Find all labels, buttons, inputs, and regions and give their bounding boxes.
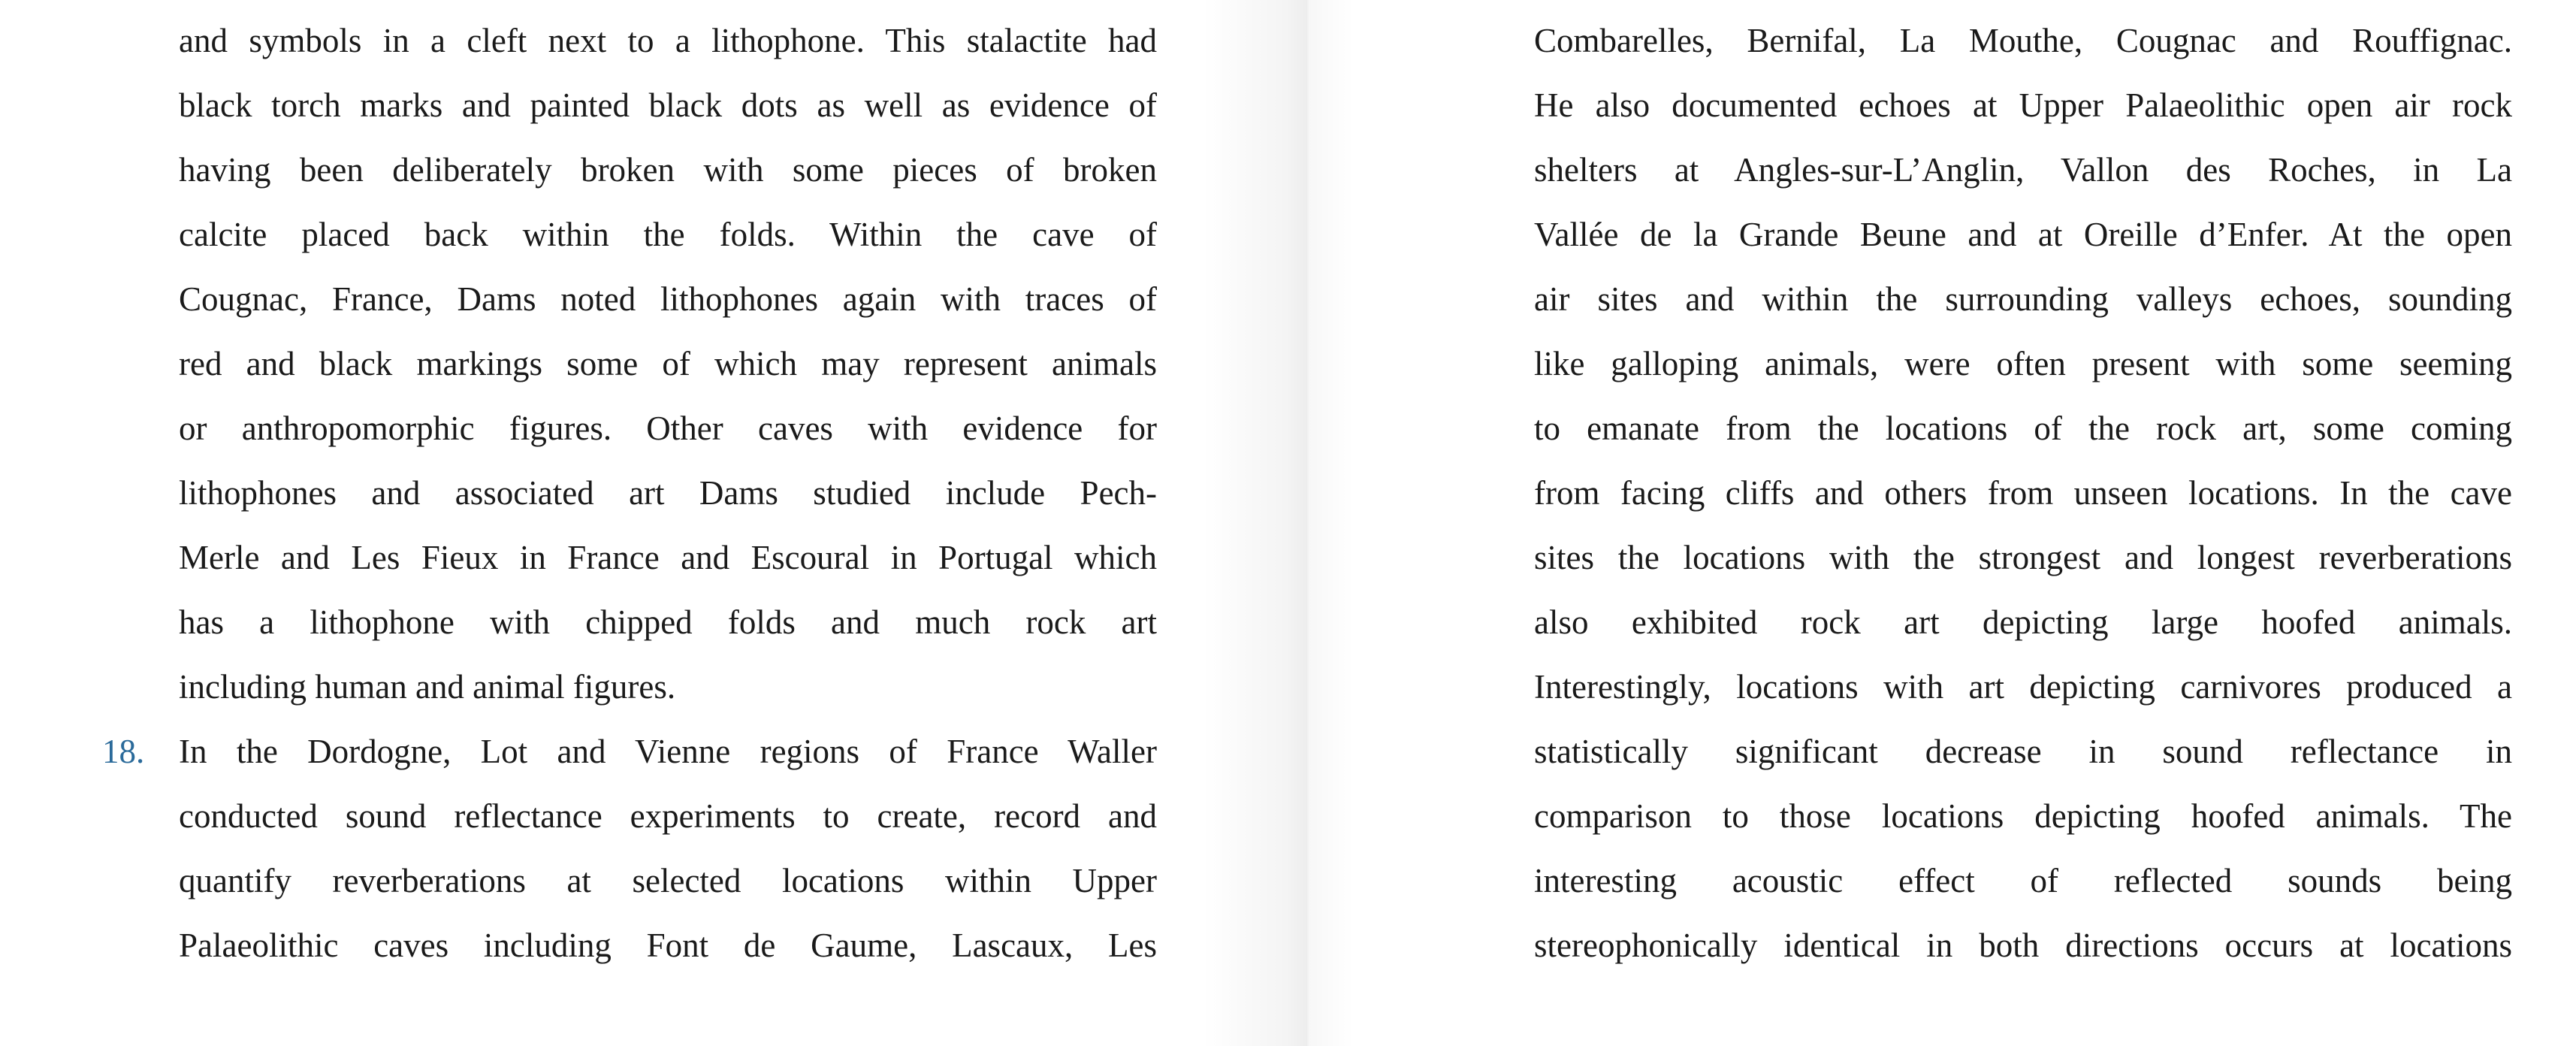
text-line: sites the locations with the strongest and longest reverberations [1534,539,2512,576]
text-line: Vallée de la Grande Beune and at Oreille d’Enfer. At the open [1534,216,2512,253]
text-line: conducted sound reflectance experiments to create, record and [179,797,1157,835]
text-line: from facing cliffs and others from unseen locations. In the cave [1534,474,2512,512]
text-line: red and black markings some of which may represent animals [179,345,1157,382]
text-line: quantify reverberations at selected locations within Upper [179,862,1157,899]
page-gutter-shadow-right [1309,0,1354,1046]
text-line: and symbols in a cleft next to a lithophone. This stalactite had [179,22,1157,59]
text-line: He also documented echoes at Upper Palaeolithic open air rock [1534,86,2512,124]
text-line: air sites and within the surrounding valleys echoes, sounding [1534,280,2512,318]
text-line: Palaeolithic caves including Font de Gaume, Lascaux, Les [179,927,1157,964]
text-line: comparison to those locations depicting hoofed animals. The [1534,797,2512,835]
text-line: black torch marks and painted black dots as well as evidence of [179,86,1157,124]
text-line: lithophones and associated art Dams studied include Pech- [179,474,1157,512]
text-line: Interestingly, locations with art depicting carnivores produced a [1534,668,2512,706]
text-line: Merle and Les Fieux in France and Escoural in Portugal which [179,539,1157,576]
text-line: including human and animal figures. [179,668,676,706]
text-line: having been deliberately broken with some pieces of broken [179,151,1157,189]
text-line: also exhibited rock art depicting large hoofed animals. [1534,603,2512,641]
list-item-number[interactable]: 18. [102,733,145,770]
text-line: Cougnac, France, Dams noted lithophones again with traces of [179,280,1157,318]
text-line: to emanate from the locations of the rock art, some coming [1534,410,2512,447]
text-line: statistically significant decrease in sound reflectance in [1534,733,2512,770]
page-gutter-shadow [1202,0,1307,1046]
text-line: stereophonically identical in both directions occurs at locations [1534,927,2512,964]
text-line: Combarelles, Bernifal, La Mouthe, Cougnac and Rouffignac. [1534,22,2512,59]
text-line: has a lithophone with chipped folds and much rock art [179,603,1157,641]
text-line: or anthropomorphic figures. Other caves with evidence for [179,410,1157,447]
text-line: shelters at Angles-sur-L’Anglin, Vallon des Roches, in La [1534,151,2512,189]
text-line: like galloping animals, were often present with some seeming [1534,345,2512,382]
text-line: In the Dordogne, Lot and Vienne regions of France Waller [179,733,1157,770]
text-line: calcite placed back within the folds. Within the cave of [179,216,1157,253]
text-line: interesting acoustic effect of reflected sounds being [1534,862,2512,899]
